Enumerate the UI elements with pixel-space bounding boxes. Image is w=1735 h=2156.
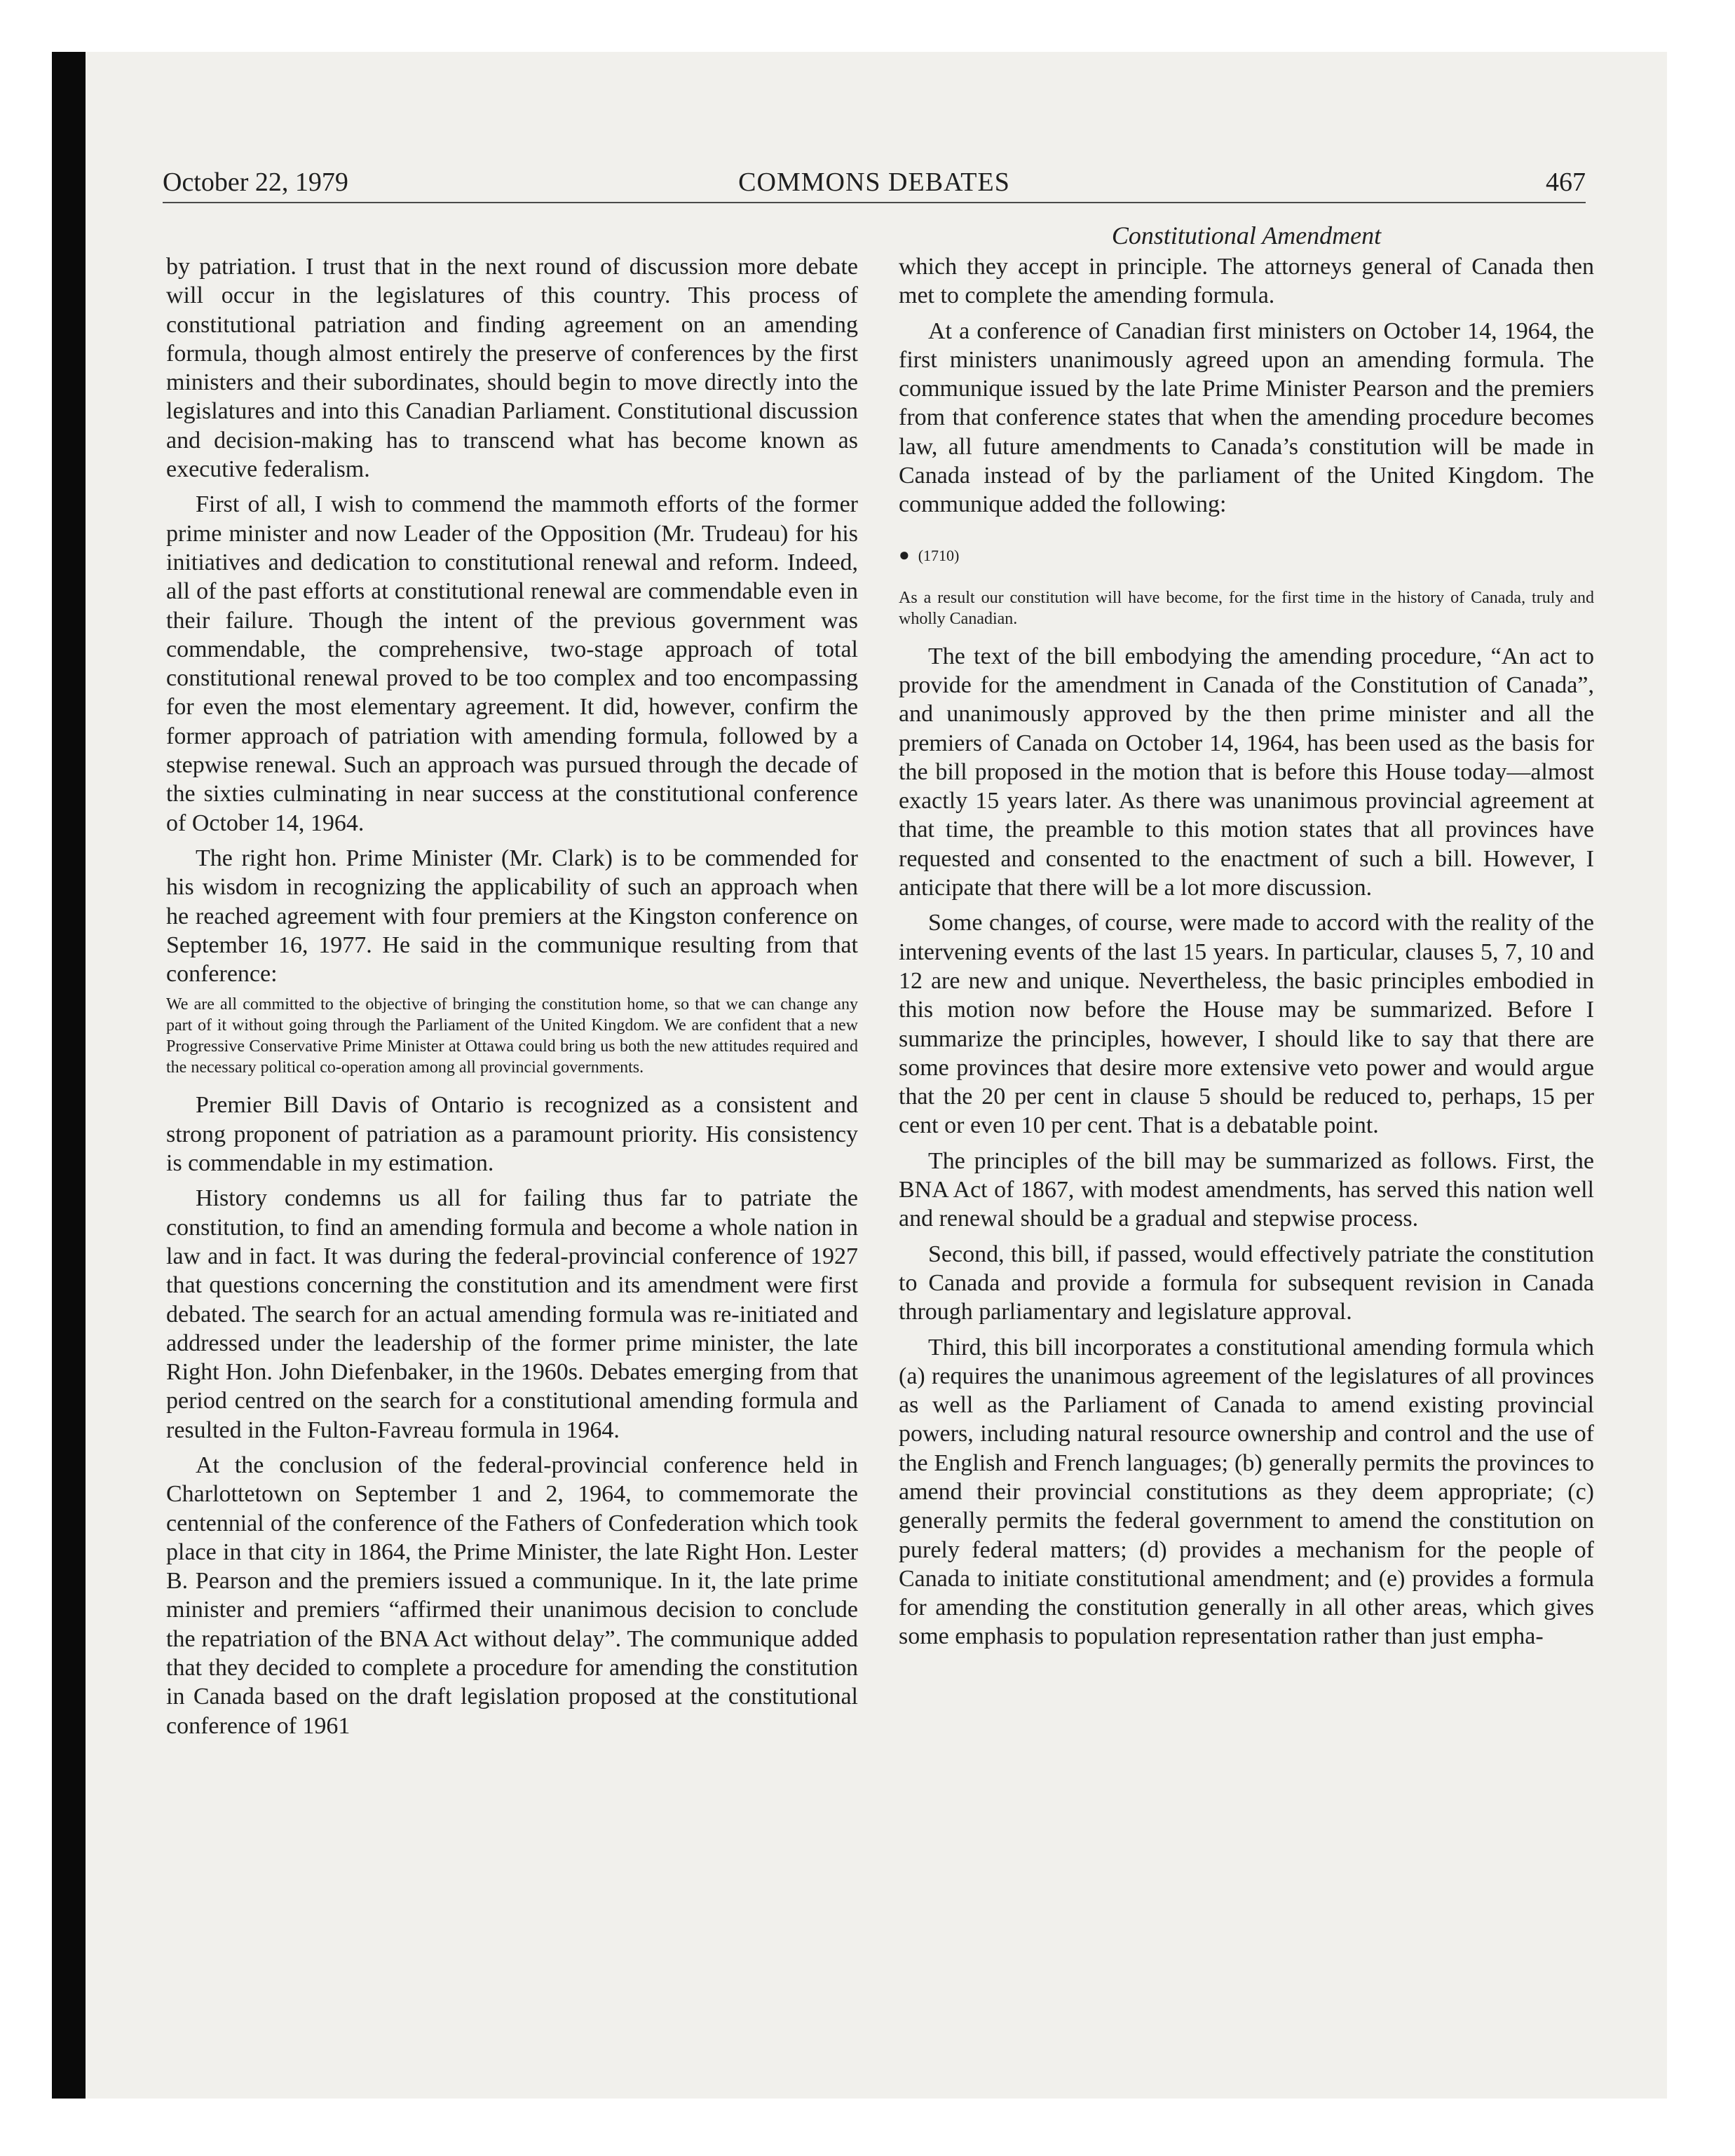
paragraph: Some changes, of course, were made to accord with the reality of the intervening events of the last 15 years. In particular, clauses 5, 7, 10 and 12 are new and unique. Nevertheless, the basic principles embodied in this motion now before the House may be summarized. Before I summarize the principles, however, I should like to say that there are some provinces that desire more extensive veto power and would argue that the 20 per cent in clause 5 should be reduced to, perhaps, 15 per cent or even 10 per cent. That is a debatable point. — [899, 910, 1594, 1139]
paragraph: The principles of the bill may be summarized as follows. First, the BNA Act of 1867, with modest amendments, has served this nation well and renewal should be a gradual and stepwise process. — [899, 1147, 1594, 1232]
paragraph: Second, this bill, if passed, would effectively patriate the constitution to Canada and provide a formula for subsequent revision in Canada through parliamentary and legislature approval. — [899, 1241, 1594, 1325]
header-date: October 22, 1979 — [163, 168, 348, 197]
block-quote: We are all committed to the objective of bringing the constitution home, so that we can change any part of it without going through the Parliament of the United Kingdom. We are confident that a new Progressive Conservative Prime Minister at Ottawa could bring us both the new attitudes required and the necessary political co-operation among all provincial governments. — [166, 995, 858, 1077]
paragraph: by patriation. I trust that in the next round of discussion more debate will occur in the legislatures of this country. This process of constitutional patriation and finding agreement on an amending formula, though almost entirely the preserve of conferences by the first ministers and their subordinates, should begin to move directly into the legislatures and into this Canadian Parliament. Constitutional discussion and decision-making has to transcend what has become known as executive federalism. — [166, 254, 858, 483]
block-quote: As a result our constitution will have become, for the first time in the history of Canada, truly and wholly Canadian. — [899, 588, 1594, 628]
paragraph: Third, this bill incorporates a constitutional amending formula which (a) requires the unanimous agreement of the legislatures of all provinces as well as the Parliament of Canada to amend existing provincial powers, including natural resource ownership and control and the use of the English and French languages; (b) generally permits the provinces to amend their provincial constitutions as they deem appropriate; (c) generally permits the federal government to amend the constitution on purely federal matters; (d) provides a mechanism for the people of Canada to initiate constitutional amendment; and (e) provides a formula for amending the constitution generally in all other areas, which gives some emphasis to population representation rather than just empha- — [899, 1334, 1594, 1650]
page-header — [163, 163, 1586, 203]
right-column — [899, 219, 1594, 1651]
paragraph: which they accept in principle. The attorneys general of Canada then met to complete the amending formula. — [899, 254, 1594, 309]
paragraph: Premier Bill Davis of Ontario is recognized as a consistent and strong proponent of patriation as a paramount priority. His consistency is commendable in my estimation. — [166, 1092, 858, 1177]
bullet-icon: ● — [899, 544, 910, 565]
left-column — [166, 252, 858, 1740]
header-title: COMMONS DEBATES — [738, 168, 1010, 197]
timestamp: (1710) — [918, 546, 960, 564]
paragraph: History condemns us all for failing thus far to patriate the constitution, to find an amending formula and become a whole nation in law and in fact. It was during the federal-provincial conference of 1927 that questions concerning the constitution and its amendment were first debated. The search for an actual amending formula was re-initiated and addressed under the leadership of the former prime minister, the late Right Hon. John Diefenbaker, in the 1960s. Debates emerging from that period centred on the search for a constitutional amending formula and resulted in the Fulton-Favreau formula in 1964. — [166, 1185, 858, 1443]
scan-edge-strip — [52, 52, 86, 2099]
paragraph: The text of the bill embodying the amending procedure, “An act to provide for the amendment in Canada of the Constitution of Canada”, and unanimously approved by the then prime minister and all the premiers of Canada on October 14, 1964, has been used as the basis for the bill proposed in the motion that is before this House today—almost exactly 15 years later. As there was unanimous provincial agreement at that time, the preamble to this motion states that all provinces have requested and consented to the enactment of such a bill. However, I anticipate that there will be a lot more discussion. — [899, 643, 1594, 901]
running-title: Constitutional Amendment — [1111, 221, 1382, 250]
timestamp-marker — [899, 545, 1594, 566]
paragraph: The right hon. Prime Minister (Mr. Clark) is to be commended for his wisdom in recognizing the applicability of such an approach when he reached agreement with four premiers at the Kingston conference on September 16, 1977. He said in the communique resulting from that conference: — [166, 845, 858, 988]
paragraph: At the conclusion of the federal-provincial conference held in Charlottetown on September 1 and 2, 1964, to commemorate the centennial of the conference of the Fathers of Confederation which took place in that city in 1864, the Prime Minister, the late Right Hon. Lester B. Pearson and the premiers issued a communique. In it, the late prime minister and premiers “affirmed their unanimous decision to conclude the repatriation of the BNA Act without delay”. The communique added that they decided to complete a procedure for amending the constitution in Canada based on the draft legislation proposed at the constitutional conference of 1961 — [166, 1452, 858, 1739]
page-number: 467 — [1546, 168, 1586, 197]
paragraph: First of all, I wish to commend the mammoth efforts of the former prime minister and now Leader of the Opposition (Mr. Trudeau) for his initiatives and dedication to constitutional renewal and reform. Indeed, all of the past efforts at constitutional renewal are commendable even in their failure. Though the intent of the previous government was commendable, the comprehensive, two-stage approach of total constitutional renewal proved to be too complex and too encompassing for even the most elementary agreement. It did, however, confirm the former approach of patriation with amending formula, followed by a stepwise renewal. Such an approach was pursued through the decade of the sixties culminating in near success at the constitutional conference of October 14, 1964. — [166, 491, 858, 836]
paragraph: At a conference of Canadian first ministers on October 14, 1964, the first ministers unanimously agreed upon an amending formula. The communique issued by the late Prime Minister Pearson and the premiers from that conference states that when the amending procedure becomes law, all future amendments to Canada’s constitution will be made in Canada instead of by the parliament of the United Kingdom. The communique added the following: — [899, 318, 1594, 518]
